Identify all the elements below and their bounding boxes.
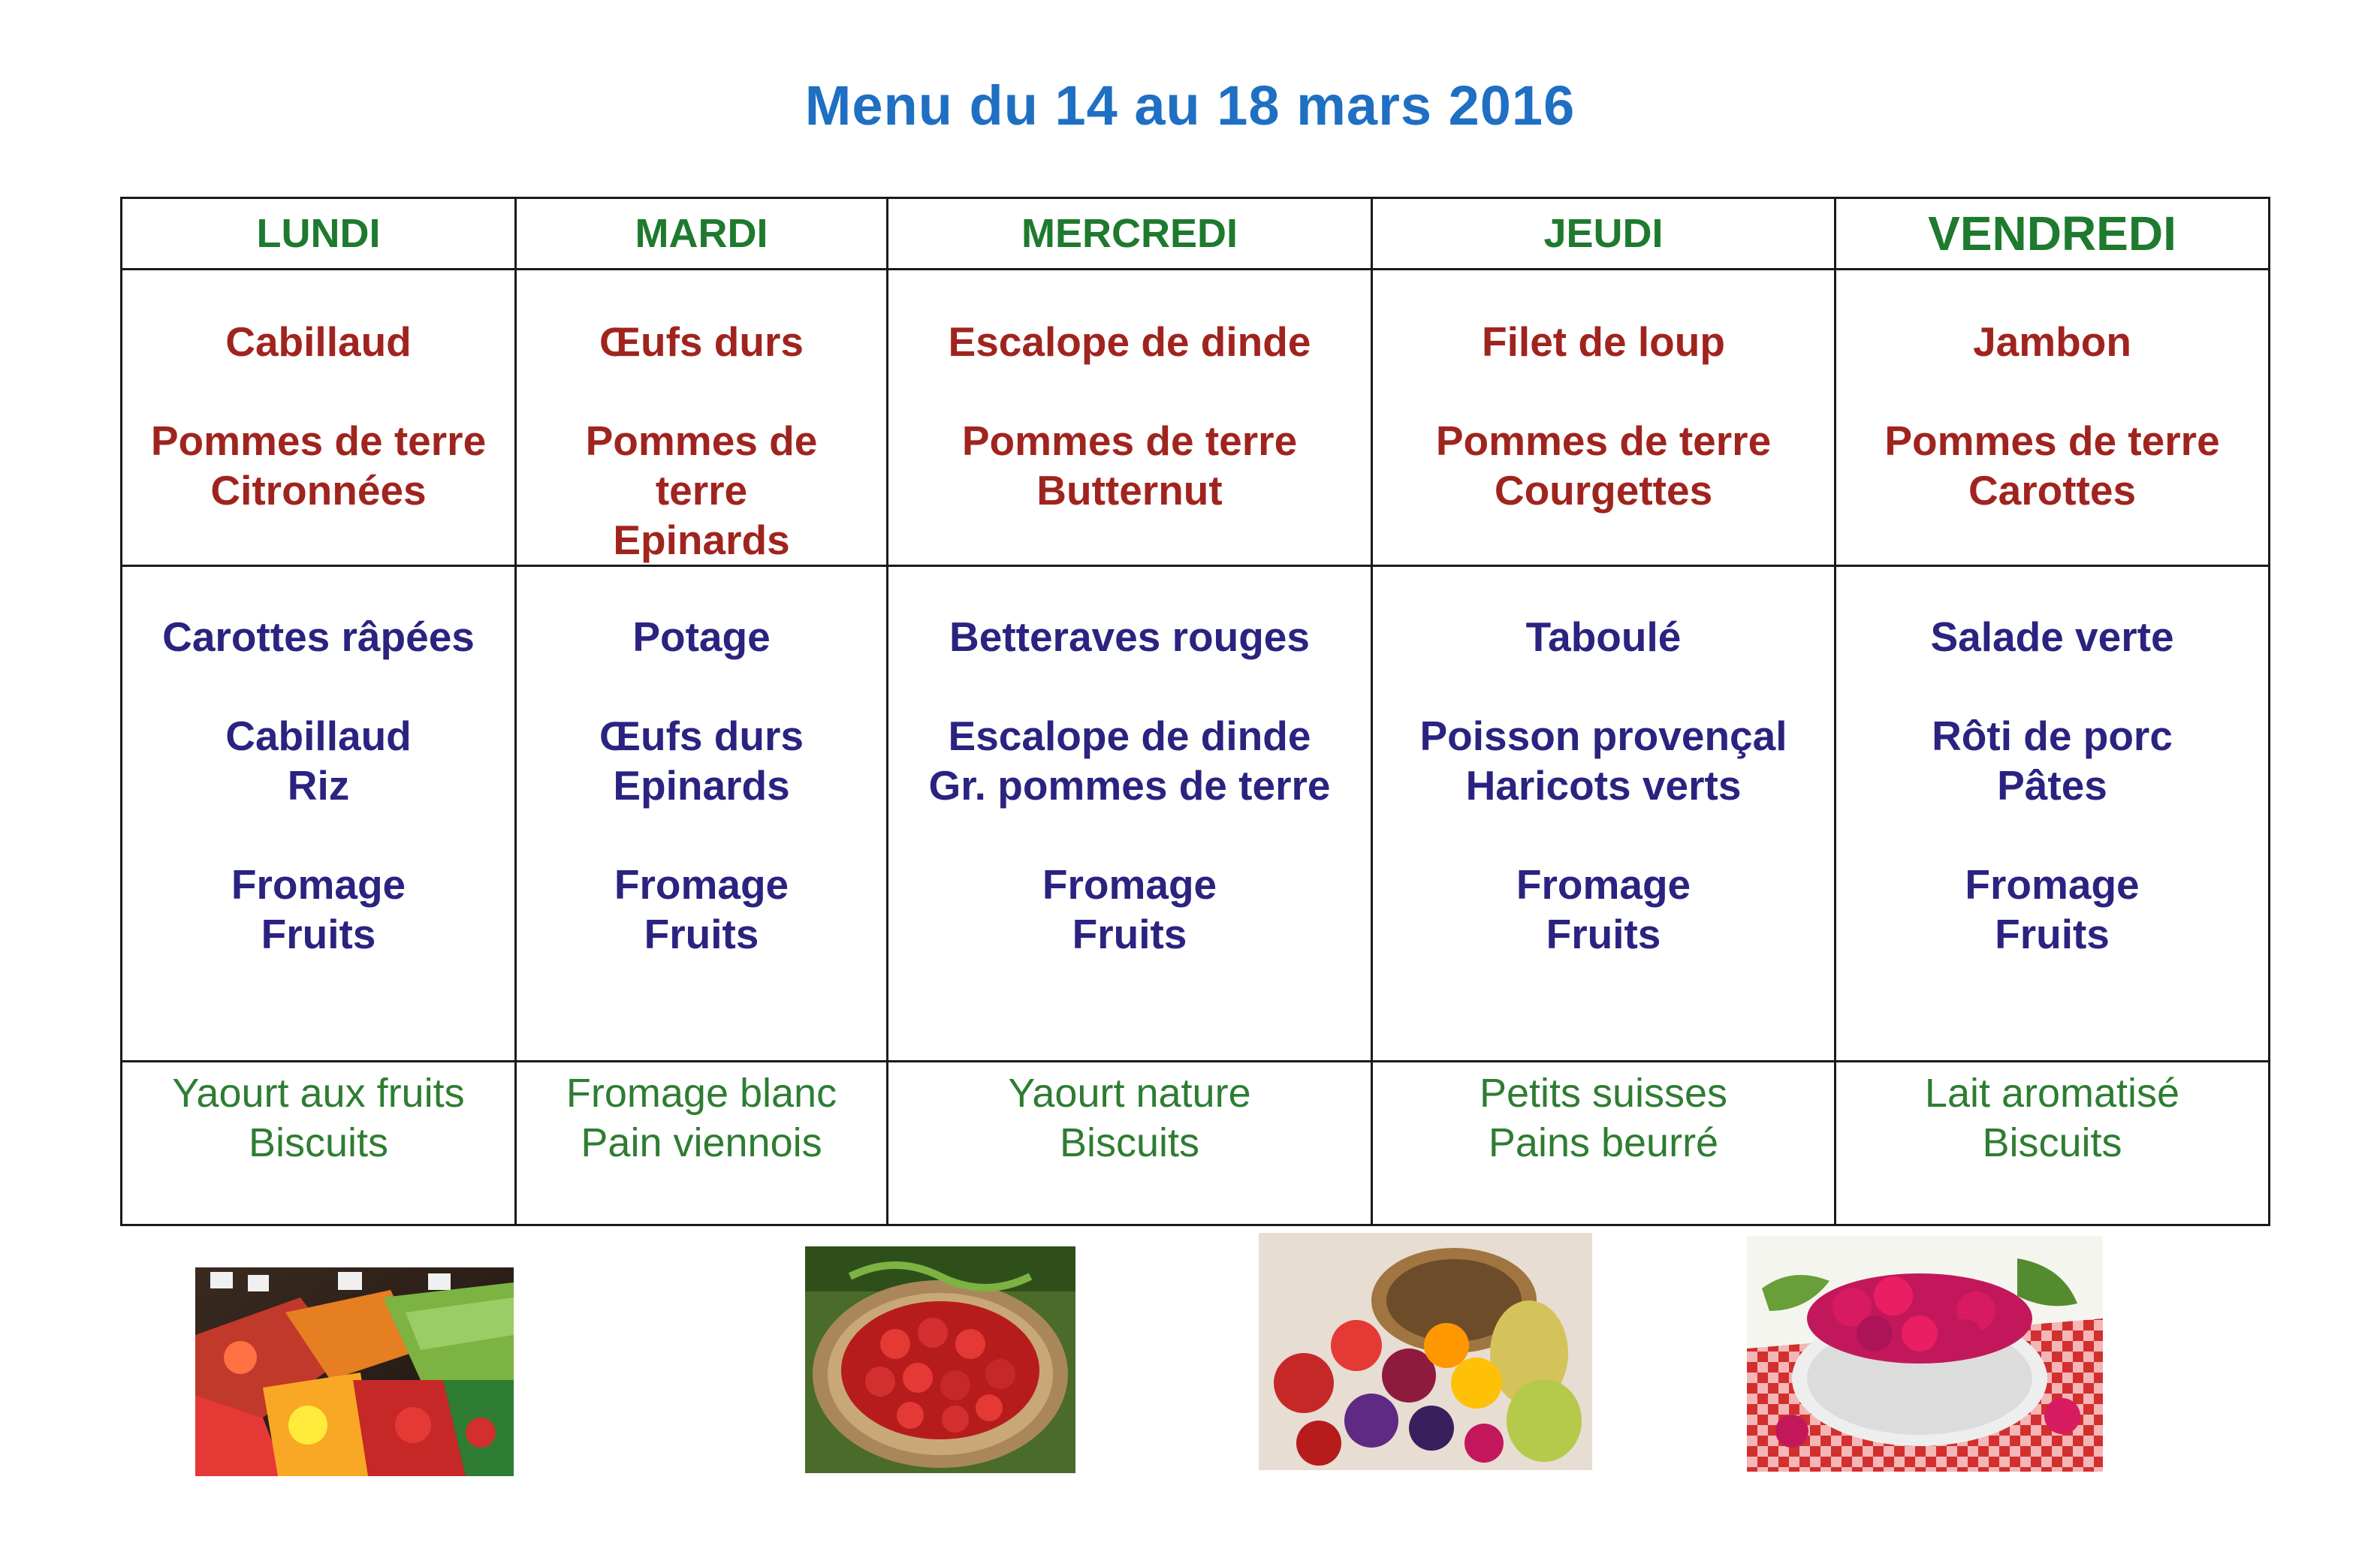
dinner-cell xyxy=(888,566,1372,1062)
menu-item: Petits suisses xyxy=(1479,1071,1728,1116)
vegetables-photo xyxy=(195,1267,514,1476)
lunch-cell xyxy=(516,270,888,566)
menu-item: Fromage blanc xyxy=(566,1071,837,1116)
strawberries-illustration xyxy=(805,1246,1075,1473)
menu-item: Pommes de terre xyxy=(150,417,487,464)
menu-item: terre xyxy=(655,467,748,514)
lunch-cell xyxy=(888,270,1372,566)
menu-item: Pommes de terre xyxy=(1884,417,2220,464)
menu-item: Escalope de dinde xyxy=(948,713,1311,759)
snack-cell xyxy=(516,1062,888,1225)
line-gap xyxy=(517,661,886,711)
fruit-basket-illustration xyxy=(1259,1233,1592,1470)
menu-item: Carottes râpées xyxy=(162,613,475,660)
menu-item: Lait aromatisé xyxy=(1924,1071,2180,1116)
menu-item: Citronnées xyxy=(210,467,427,514)
line-gap xyxy=(1836,661,2268,711)
strawberries-basket-photo xyxy=(805,1246,1075,1473)
dinner-cell xyxy=(516,566,888,1062)
menu-item: Œufs durs xyxy=(599,713,804,759)
dinner-row xyxy=(122,566,2270,1062)
menu-item: Fromage xyxy=(614,861,789,908)
menu-item: Cabillaud xyxy=(225,318,412,365)
line-gap xyxy=(888,661,1371,711)
line-gap xyxy=(1836,366,2268,416)
snack-cell xyxy=(1372,1062,1836,1225)
menu-item: Fromage xyxy=(1042,861,1217,908)
line-gap xyxy=(122,661,514,711)
snack-cell xyxy=(1836,1062,2270,1225)
menu-table xyxy=(120,197,2270,1226)
day-header-mercredi: MERCREDI xyxy=(888,198,1372,270)
day-header-row xyxy=(122,198,2270,270)
menu-item: Salade verte xyxy=(1930,613,2174,660)
menu-item: Courgettes xyxy=(1494,467,1713,514)
menu-item: Haricots verts xyxy=(1465,762,1742,809)
fruit-basket-photo xyxy=(1259,1233,1592,1470)
dinner-cell xyxy=(122,566,516,1062)
menu-item: Fruits xyxy=(1995,911,2110,957)
menu-item: Gr. pommes de terre xyxy=(928,762,1331,809)
day-header-vendredi: VENDREDI xyxy=(1836,198,2270,270)
menu-item: Fruits xyxy=(1546,911,1661,957)
menu-item: Carottes xyxy=(1968,467,2137,514)
menu-item: Cabillaud xyxy=(225,713,412,759)
menu-item: Biscuits xyxy=(1059,1120,1200,1165)
menu-item: Butternut xyxy=(1036,467,1223,514)
lunch-cell xyxy=(122,270,516,566)
menu-item: Fromage xyxy=(1516,861,1691,908)
raspberries-basket-photo xyxy=(1747,1236,2103,1472)
day-header-jeudi: JEUDI xyxy=(1372,198,1836,270)
menu-item: Pommes de terre xyxy=(1435,417,1772,464)
menu-item: Pains beurré xyxy=(1488,1120,1719,1165)
menu-item: Potage xyxy=(632,613,771,660)
line-gap xyxy=(517,366,886,416)
line-gap xyxy=(888,810,1371,860)
day-header-mardi: MARDI xyxy=(516,198,888,270)
menu-item: Œufs durs xyxy=(599,318,804,365)
menu-item: Fruits xyxy=(261,911,376,957)
menu-item: Escalope de dinde xyxy=(948,318,1311,365)
menu-item: Fromage xyxy=(231,861,406,908)
menu-item: Poisson provençal xyxy=(1419,713,1787,759)
menu-item: Biscuits xyxy=(1982,1120,2122,1165)
dinner-cell xyxy=(1372,566,1836,1062)
menu-item: Pâtes xyxy=(1997,762,2107,809)
menu-item: Betteraves rouges xyxy=(949,613,1310,660)
menu-item: Fruits xyxy=(644,911,759,957)
day-header-lundi: LUNDI xyxy=(122,198,516,270)
menu-item: Rôti de porc xyxy=(1932,713,2173,759)
snack-cell xyxy=(122,1062,516,1225)
menu-item: Fromage xyxy=(1965,861,2140,908)
menu-item: Fruits xyxy=(1072,911,1187,957)
snack-cell xyxy=(888,1062,1372,1225)
menu-item: Yaourt aux fruits xyxy=(172,1071,465,1116)
menu-item: Pommes de xyxy=(585,417,818,464)
menu-item: Pommes de terre xyxy=(961,417,1298,464)
line-gap xyxy=(1373,366,1834,416)
menu-item: Filet de loup xyxy=(1482,318,1725,365)
menu-item: Jambon xyxy=(1973,318,2131,365)
line-gap xyxy=(1373,661,1834,711)
snack-row xyxy=(122,1062,2270,1225)
line-gap xyxy=(122,366,514,416)
line-gap xyxy=(122,810,514,860)
menu-item: Taboulé xyxy=(1525,613,1682,660)
line-gap xyxy=(888,366,1371,416)
lunch-cell xyxy=(1372,270,1836,566)
menu-item: Epinards xyxy=(613,762,790,809)
menu-item: Riz xyxy=(287,762,350,809)
page-title: Menu du 14 au 18 mars 2016 xyxy=(804,74,1576,137)
lunch-cell xyxy=(1836,270,2270,566)
line-gap xyxy=(1836,810,2268,860)
line-gap xyxy=(517,810,886,860)
lunch-row xyxy=(122,270,2270,566)
vegetables-illustration xyxy=(195,1267,514,1476)
dinner-cell xyxy=(1836,566,2270,1062)
menu-item: Epinards xyxy=(613,517,790,563)
menu-item: Biscuits xyxy=(248,1120,389,1165)
raspberries-illustration xyxy=(1747,1236,2103,1472)
line-gap xyxy=(1373,810,1834,860)
menu-item: Yaourt nature xyxy=(1008,1071,1251,1116)
menu-item: Pain viennois xyxy=(581,1120,822,1165)
